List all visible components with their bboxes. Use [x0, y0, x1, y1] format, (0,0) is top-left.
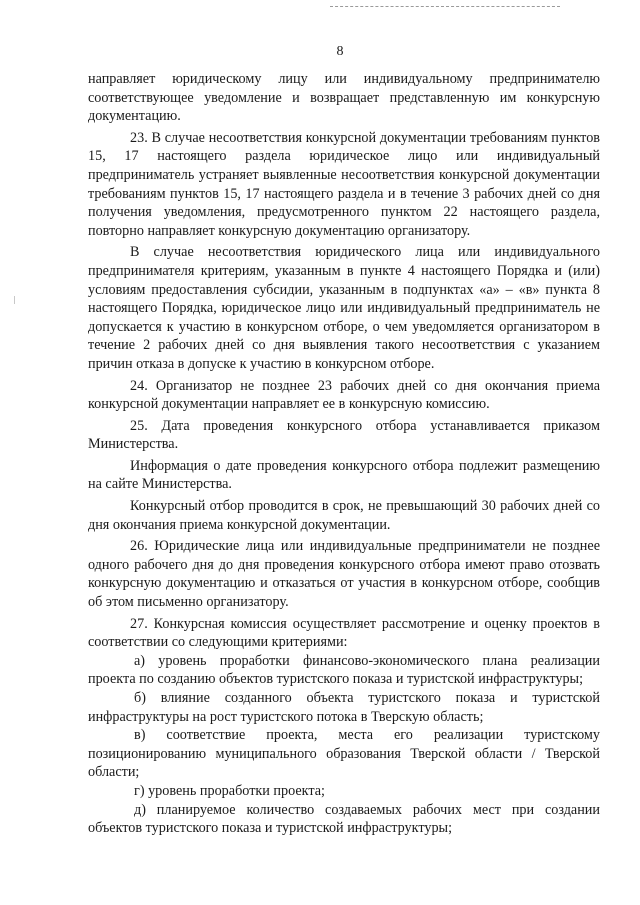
- criterion-b: б) влияние созданного объекта туристского показа и туристской инфраструктуры на рост туристского потока в Тверскую область;: [88, 690, 600, 725]
- criterion-v: в) соответствие проекта, места его реализации туристскому позиционированию муниципального образования Тверской области / Тверской области;: [88, 727, 600, 781]
- criterion-a: а) уровень проработки финансово-экономического плана реализации проекта по созданию объектов туристского показа и туристской инфраструктуры;: [88, 652, 600, 688]
- paragraph-clause-27: 27. Конкурсная комиссия осуществляет рассмотрение и оценку проектов в соответствии со следующими критериями:: [88, 615, 600, 651]
- paragraph-clause-26: 26. Юридические лица или индивидуальные предприниматели не позднее одного рабочего дня до дня проведения конкурсного отбора имеют право отозвать конкурсную документацию и отказаться от участия в конкурсном отборе, сообщив об этом письменно организатору.: [88, 538, 600, 611]
- paragraph-clause-25: 25. Дата проведения конкурсного отбора устанавливается приказом Министерства.: [88, 417, 600, 453]
- criterion-g: г) уровень проработки проекта;: [134, 782, 325, 799]
- scan-margin-mark: [14, 296, 15, 304]
- scan-top-edge-line: [330, 6, 560, 7]
- paragraph-selection-term: Конкурсный отбор проводится в срок, не превышающий 30 рабочих дней со дня окончания приема конкурсной документации.: [88, 498, 600, 533]
- paragraph-nonadmission: В случае несоответствия юридического лица или индивидуального предпринимателя критериям, указанным в пункте 4 настоящего Порядка и (или) условиям предоставления субсидии, указанным в подпунктах «а» – «в» пункта 8 настоящего Порядка, юридическое лицо или индивидуальный предприниматель не допускается к участию в конкурсном отборе, о чем уведомляется организатором в течение 2 рабочих дней со дня выявления такого несоответствия с указанием причин отказа в допуске к участию в конкурсном отборе.: [88, 244, 600, 372]
- document-body: [88, 70, 600, 838]
- page-number: 8: [336, 44, 344, 59]
- criterion-d: д) планируемое количество создаваемых рабочих мест при создании объектов туристского показа и туристской инфраструктуры;: [88, 801, 600, 837]
- paragraph-continuation: направляет юридическому лицу или индивидуальному предпринимателю соответствующее уведомление и возвращает представленную им конкурсную документацию.: [88, 71, 600, 125]
- paragraph-date-info: Информация о дате проведения конкурсного отбора подлежит размещению на сайте Министерства.: [88, 457, 600, 493]
- paragraph-clause-23: 23. В случае несоответствия конкурсной документации требованиям пунктов 15, 17 настоящего раздела юридическое лицо или индивидуальный предприниматель устраняет выявленные несоответствия конкурсной документации требованиям пунктов 15, 17 настоящего раздела и в течение 3 рабочих дней со дня получения уведомления, предусмотренного пунктом 22 настоящего раздела, повторно направляет конкурсную документацию организатору.: [88, 129, 600, 239]
- paragraph-clause-24: 24. Организатор не позднее 23 рабочих дней со дня окончания приема конкурсной документации направляет ее в конкурсную комиссию.: [88, 377, 600, 413]
